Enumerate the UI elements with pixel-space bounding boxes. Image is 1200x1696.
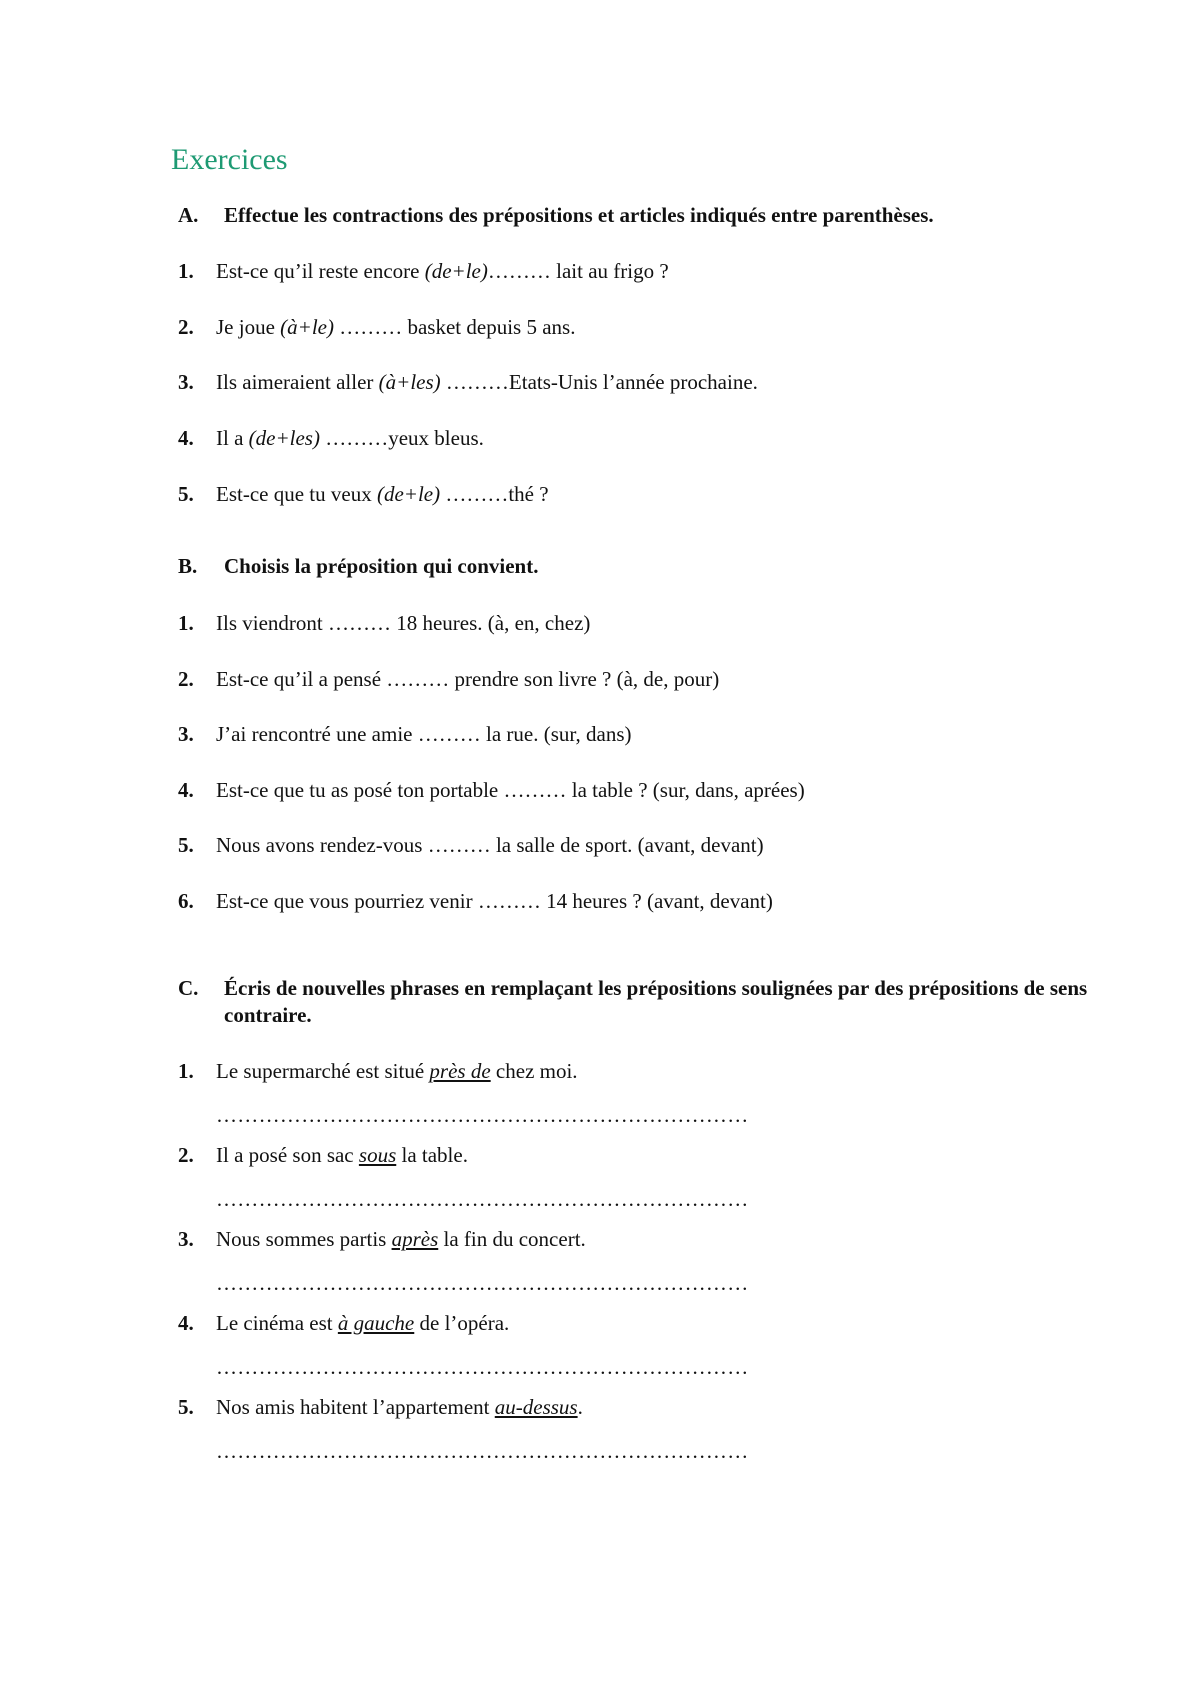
item-hint: (à+le) [280, 315, 334, 339]
section-c-letter: C. [178, 976, 199, 1000]
item-number: 4. [178, 426, 194, 450]
item-number: 2. [178, 667, 194, 691]
item-number: 6. [178, 889, 194, 913]
item-hint: (de+le) [376, 482, 441, 506]
item-text: Nos amis habitent l’appartement [216, 1395, 495, 1419]
item-number: 1. [178, 611, 194, 635]
section-b-instruction: Choisis la préposition qui convient. [224, 554, 539, 578]
item-number: 2. [178, 315, 194, 339]
item-number: 1. [178, 1059, 194, 1083]
underlined-preposition: près de [429, 1059, 491, 1083]
item-number: 3. [178, 370, 194, 394]
answer-line[interactable]: ………………………………………………………………… [216, 1439, 749, 1463]
underlined-preposition: au-dessus [494, 1395, 578, 1419]
item-text: Nous sommes partis [216, 1227, 392, 1251]
answer-line[interactable]: ………………………………………………………………… [216, 1271, 749, 1295]
item-hint: (à+les) [378, 370, 441, 394]
item-text: Est-ce que tu as posé ton portable ……… la table ? (sur, dans, aprées) [216, 778, 805, 802]
item-text: Le supermarché est situé [216, 1059, 430, 1083]
item-text: . [577, 1395, 583, 1419]
item-text: Est-ce que tu veux [216, 482, 377, 506]
item-number: 5. [178, 482, 194, 506]
item-text: Le cinéma est [216, 1311, 338, 1335]
item-number: 4. [178, 778, 194, 802]
underlined-preposition: à gauche [337, 1311, 415, 1335]
section-a-instruction: Effectue les contractions des prépositions et articles indiqués entre parenthèses. [224, 203, 934, 227]
answer-line[interactable]: ………………………………………………………………… [216, 1355, 749, 1379]
page-title: Exercices [171, 143, 288, 176]
underlined-preposition: sous [358, 1143, 397, 1167]
item-text: Est-ce que vous pourriez venir ……… 14 heures ? (avant, devant) [216, 889, 773, 913]
item-number: 2. [178, 1143, 194, 1167]
item-text: ……… basket depuis 5 ans. [333, 315, 576, 339]
item-text: ………Etats-Unis l’année prochaine. [440, 370, 758, 394]
item-number: 5. [178, 833, 194, 857]
item-number: 3. [178, 1227, 194, 1251]
item-text: ……… lait au frigo ? [487, 259, 669, 283]
item-number: 4. [178, 1311, 194, 1335]
item-text: Ils aimeraient aller [216, 370, 379, 394]
section-a-letter: A. [178, 203, 199, 227]
item-text: Je joue [216, 315, 281, 339]
item-hint: (de+les) [248, 426, 320, 450]
item-text: chez moi. [490, 1059, 578, 1083]
item-number: 5. [178, 1395, 194, 1419]
item-text: ………yeux bleus. [319, 426, 484, 450]
section-c-instruction: Écris de nouvelles phrases en remplaçant les prépositions soulignées par des prépositions de sens contraire. [224, 976, 1088, 1027]
item-number: 3. [178, 722, 194, 746]
item-text: la fin du concert. [438, 1227, 586, 1251]
item-text: de l’opéra. [414, 1311, 510, 1335]
item-text: Il a [216, 426, 249, 450]
item-text: Ils viendront ……… 18 heures. (à, en, chez) [216, 611, 591, 635]
item-text: Il a posé son sac [216, 1143, 359, 1167]
item-text: la table. [396, 1143, 468, 1167]
item-text: Nous avons rendez-vous ……… la salle de sport. (avant, devant) [216, 833, 764, 857]
item-number: 1. [178, 259, 194, 283]
answer-line[interactable]: ………………………………………………………………… [216, 1103, 749, 1127]
answer-line[interactable]: ………………………………………………………………… [216, 1187, 749, 1211]
item-text: Est-ce qu’il reste encore [216, 259, 425, 283]
section-b-letter: B. [178, 554, 198, 578]
item-hint: (de+le) [424, 259, 488, 283]
underlined-preposition: après [391, 1227, 439, 1251]
item-text: Est-ce qu’il a pensé ……… prendre son livre ? (à, de, pour) [216, 667, 720, 691]
item-text: ………thé ? [440, 482, 549, 506]
item-text: J’ai rencontré une amie ……… la rue. (sur, dans) [216, 722, 632, 746]
